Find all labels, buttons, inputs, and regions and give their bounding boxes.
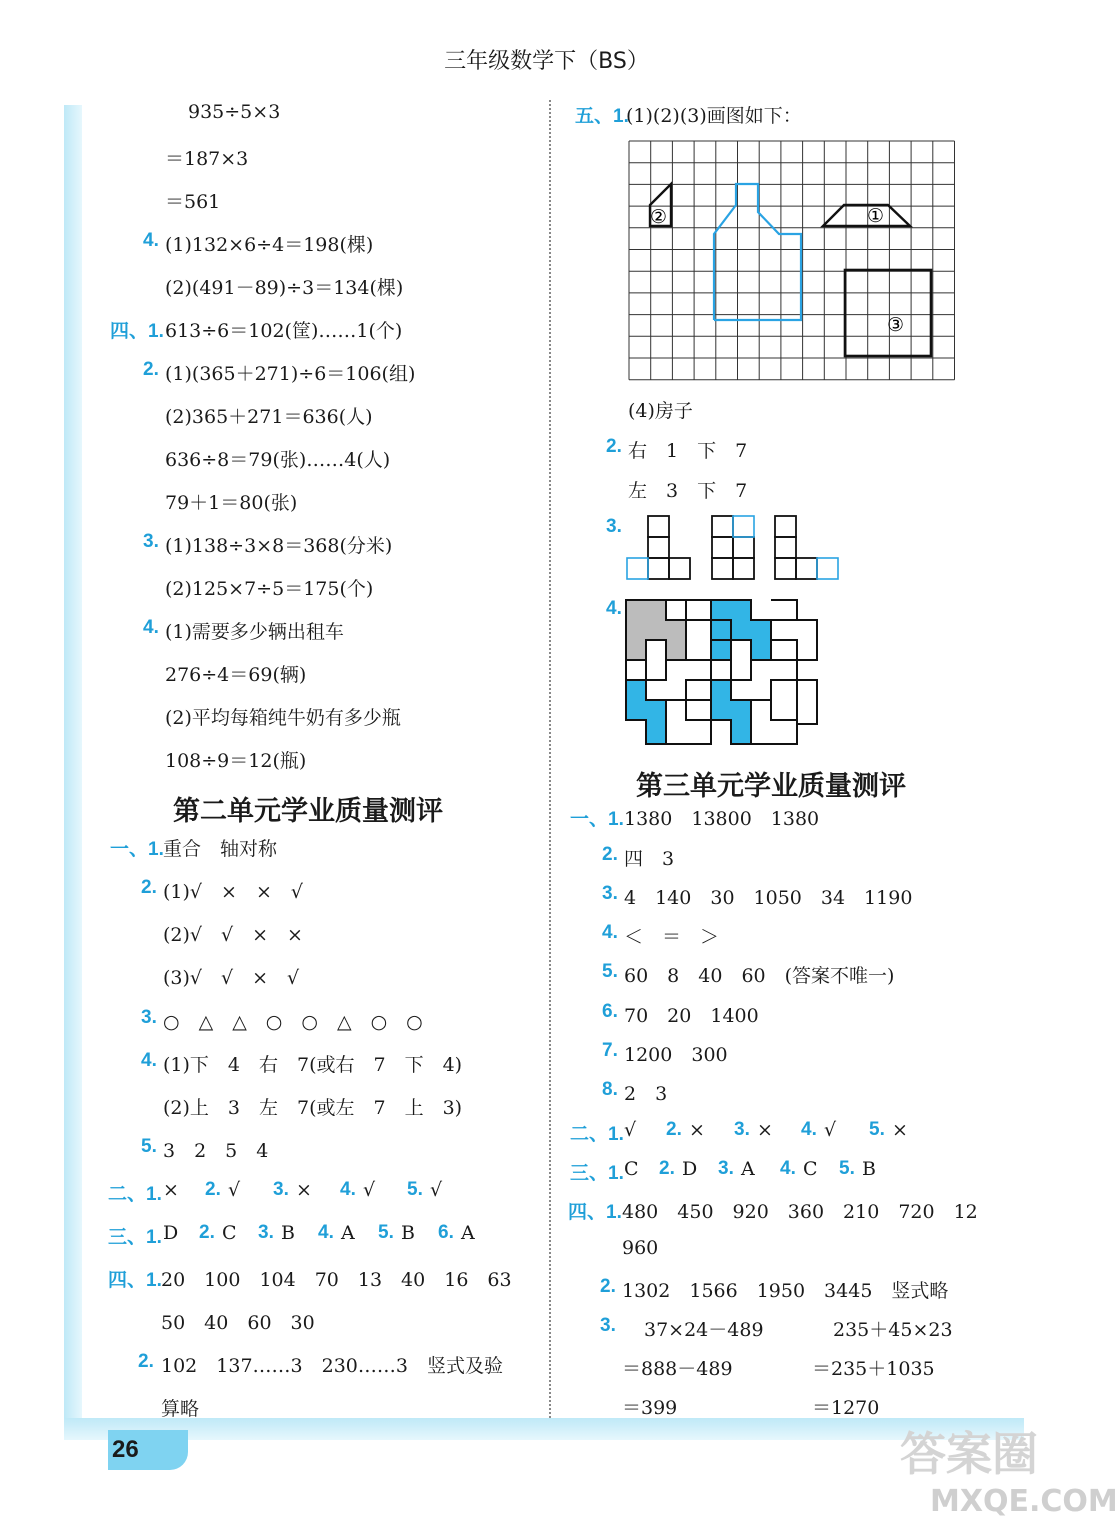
section-heading-unit3: 第三单元学业质量测评: [636, 771, 906, 802]
shape-label-1: ①: [867, 205, 885, 227]
answer: D: [163, 1222, 179, 1244]
answer: A: [741, 1158, 755, 1180]
section-number: 一、1.: [110, 839, 164, 860]
item-number: 3.: [718, 1158, 734, 1179]
answer: A: [461, 1222, 475, 1244]
line: 102 137……3 230……3 竖式及验: [161, 1355, 503, 1377]
item-number: 2.: [600, 1276, 616, 1297]
grid-lines: [629, 141, 955, 380]
item-number: 2.: [143, 359, 159, 380]
line: 右 1 下 7: [628, 440, 748, 462]
line: 4 140 30 1050 34 1190: [624, 887, 913, 909]
item-number: 4.: [143, 230, 159, 251]
section-number: 五、1.: [575, 106, 629, 127]
item-number: 4.: [340, 1179, 356, 1200]
line: 3 2 5 4: [163, 1140, 269, 1162]
item-number: 5.: [378, 1222, 394, 1243]
line: 1200 300: [624, 1044, 728, 1066]
section-number: 二、1.: [570, 1124, 624, 1145]
item-number: 4.: [318, 1222, 334, 1243]
item-number: 4.: [602, 922, 618, 943]
page-header: 三年级数学下（BS）: [444, 49, 649, 74]
line: (1)(365＋271)÷6＝106(组): [165, 363, 416, 385]
answer: ×: [296, 1179, 312, 1201]
line: 276÷4＝69(辆): [165, 664, 307, 686]
item-number: 2.: [199, 1222, 215, 1243]
item-number: 2.: [659, 1158, 675, 1179]
item-number: 3.: [141, 1007, 157, 1028]
line: (2)365＋271＝636(人): [165, 406, 373, 428]
line: ○ △ △ ○ ○ △ ○ ○: [163, 1011, 423, 1033]
item-number: 4.: [801, 1119, 817, 1140]
section-number: 四、1.: [568, 1202, 622, 1223]
line: 算略: [161, 1398, 200, 1420]
item-number: 5.: [602, 961, 618, 982]
line: (1)下 4 右 7(或右 7 下 4): [163, 1054, 463, 1076]
section-heading-unit2: 第二单元学业质量测评: [173, 796, 443, 827]
line: 636÷8＝79(张)……4(人): [165, 449, 391, 471]
item-number: 3.: [258, 1222, 274, 1243]
answer: B: [401, 1222, 415, 1244]
line: 935÷5×3: [188, 101, 281, 123]
answer: ×: [163, 1179, 179, 1201]
item-number: 4.: [141, 1050, 157, 1071]
line: (1)(2)(3)画图如下：: [626, 105, 802, 127]
line: ＝399: [622, 1397, 678, 1419]
line: 1380 13800 1380: [624, 808, 820, 830]
line: ＝1270: [812, 1397, 880, 1419]
tile-row-2: [626, 680, 817, 744]
line: ＝187×3: [165, 148, 249, 170]
line: ＝235＋1035: [812, 1358, 935, 1380]
section-number: 四、1.: [108, 1270, 162, 1291]
line: 613÷6＝102(筐)……1(个): [165, 320, 403, 342]
item-number: 3.: [273, 1179, 289, 1200]
answer: √: [624, 1119, 637, 1141]
page-number: 26: [112, 1436, 139, 1463]
watermark-logo: 答案圈: [900, 1427, 1038, 1481]
item-number: 2.: [666, 1119, 682, 1140]
section-number: 三、1.: [570, 1163, 624, 1184]
item-number: 5.: [839, 1158, 855, 1179]
line: (2)上 3 左 7(或左 7 上 3): [163, 1097, 463, 1119]
section-number: 三、1.: [108, 1227, 162, 1248]
item-number: 3.: [606, 516, 622, 537]
answer: ×: [757, 1119, 773, 1141]
item-number: 3.: [600, 1315, 616, 1336]
line: 四 3: [624, 848, 675, 870]
item-number: 4.: [143, 617, 159, 638]
line: 50 40 60 30: [161, 1312, 315, 1334]
line: (1)132×6÷4＝198(棵): [165, 234, 374, 256]
item-number: 4.: [780, 1158, 796, 1179]
coordinate-grid-figure: [628, 140, 958, 380]
answer: ×: [689, 1119, 705, 1141]
section-number: 一、1.: [570, 809, 624, 830]
answer: √: [228, 1179, 241, 1201]
item-number: 2.: [602, 844, 618, 865]
bottom-decor-band: [64, 1418, 1024, 1440]
line: 1302 1566 1950 3445 竖式略: [622, 1280, 949, 1302]
line: ＜ ＝ ＞: [624, 926, 720, 948]
answer: √: [363, 1179, 376, 1201]
tiling-figure: [622, 596, 827, 748]
item-number: 3.: [602, 883, 618, 904]
line: (2)(491－89)÷3＝134(棵): [165, 277, 404, 299]
square-shape-3: [845, 270, 931, 356]
shape-label-3: ③: [887, 314, 905, 336]
line: 108÷9＝12(瓶): [165, 750, 307, 772]
item-number: 2.: [606, 436, 622, 457]
line: (2)125×7÷5＝175(个): [165, 578, 374, 600]
item-number: 8.: [602, 1079, 618, 1100]
section-number: 二、1.: [108, 1184, 162, 1205]
column-divider: [549, 100, 551, 1418]
line: (4)房子: [628, 400, 693, 422]
line: 37×24－489: [644, 1319, 764, 1341]
shape-label-2: ②: [650, 206, 668, 228]
item-number: 2.: [205, 1179, 221, 1200]
watermark-url: MXQE.COM: [930, 1484, 1118, 1519]
answer: C: [803, 1158, 818, 1180]
item-number: 6.: [438, 1222, 454, 1243]
line: 79＋1＝80(张): [165, 492, 298, 514]
line: 60 8 40 60 (答案不唯一): [624, 965, 895, 987]
answer: ×: [892, 1119, 908, 1141]
line: 左 3 下 7: [628, 480, 748, 502]
section-number: 四、1.: [110, 321, 164, 342]
answer: B: [862, 1158, 876, 1180]
line: (3)√ √ × √: [163, 967, 300, 989]
line: ＝561: [165, 191, 221, 213]
item-number: 6.: [602, 1001, 618, 1022]
item-number: 2.: [138, 1351, 154, 1372]
answer: C: [222, 1222, 237, 1244]
cube-views-figure: [622, 514, 842, 582]
answer: √: [824, 1119, 837, 1141]
line: 480 450 920 360 210 720 12: [622, 1201, 978, 1223]
answer: C: [624, 1158, 639, 1180]
item-number: 5.: [407, 1179, 423, 1200]
answer: √: [430, 1179, 443, 1201]
line: (1)√ × × √: [163, 881, 303, 903]
item-number: 5.: [869, 1119, 885, 1140]
line: (2)√ √ × ×: [163, 924, 303, 946]
left-decor-band: [64, 105, 82, 1425]
answer: D: [682, 1158, 698, 1180]
line: 235＋45×23: [833, 1319, 953, 1341]
item-number: 3.: [734, 1119, 750, 1140]
line: 70 20 1400: [624, 1005, 759, 1027]
line: ＝888－489: [622, 1358, 733, 1380]
item-number: 5.: [141, 1136, 157, 1157]
line: 960: [622, 1237, 659, 1259]
item-number: 3.: [143, 531, 159, 552]
answer: A: [341, 1222, 355, 1244]
line: 2 3: [624, 1083, 668, 1105]
line: (1)138÷3×8＝368(分米): [165, 535, 393, 557]
line: (1)需要多少辆出租车: [165, 621, 344, 643]
item-number: 4.: [606, 598, 622, 619]
line: 20 100 104 70 13 40 16 63: [161, 1269, 512, 1291]
item-number: 7.: [602, 1040, 618, 1061]
house-outline: [714, 184, 801, 320]
line: (2)平均每箱纯牛奶有多少瓶: [165, 707, 401, 729]
answer: B: [281, 1222, 295, 1244]
line: 重合 轴对称: [163, 838, 278, 860]
item-number: 2.: [141, 877, 157, 898]
